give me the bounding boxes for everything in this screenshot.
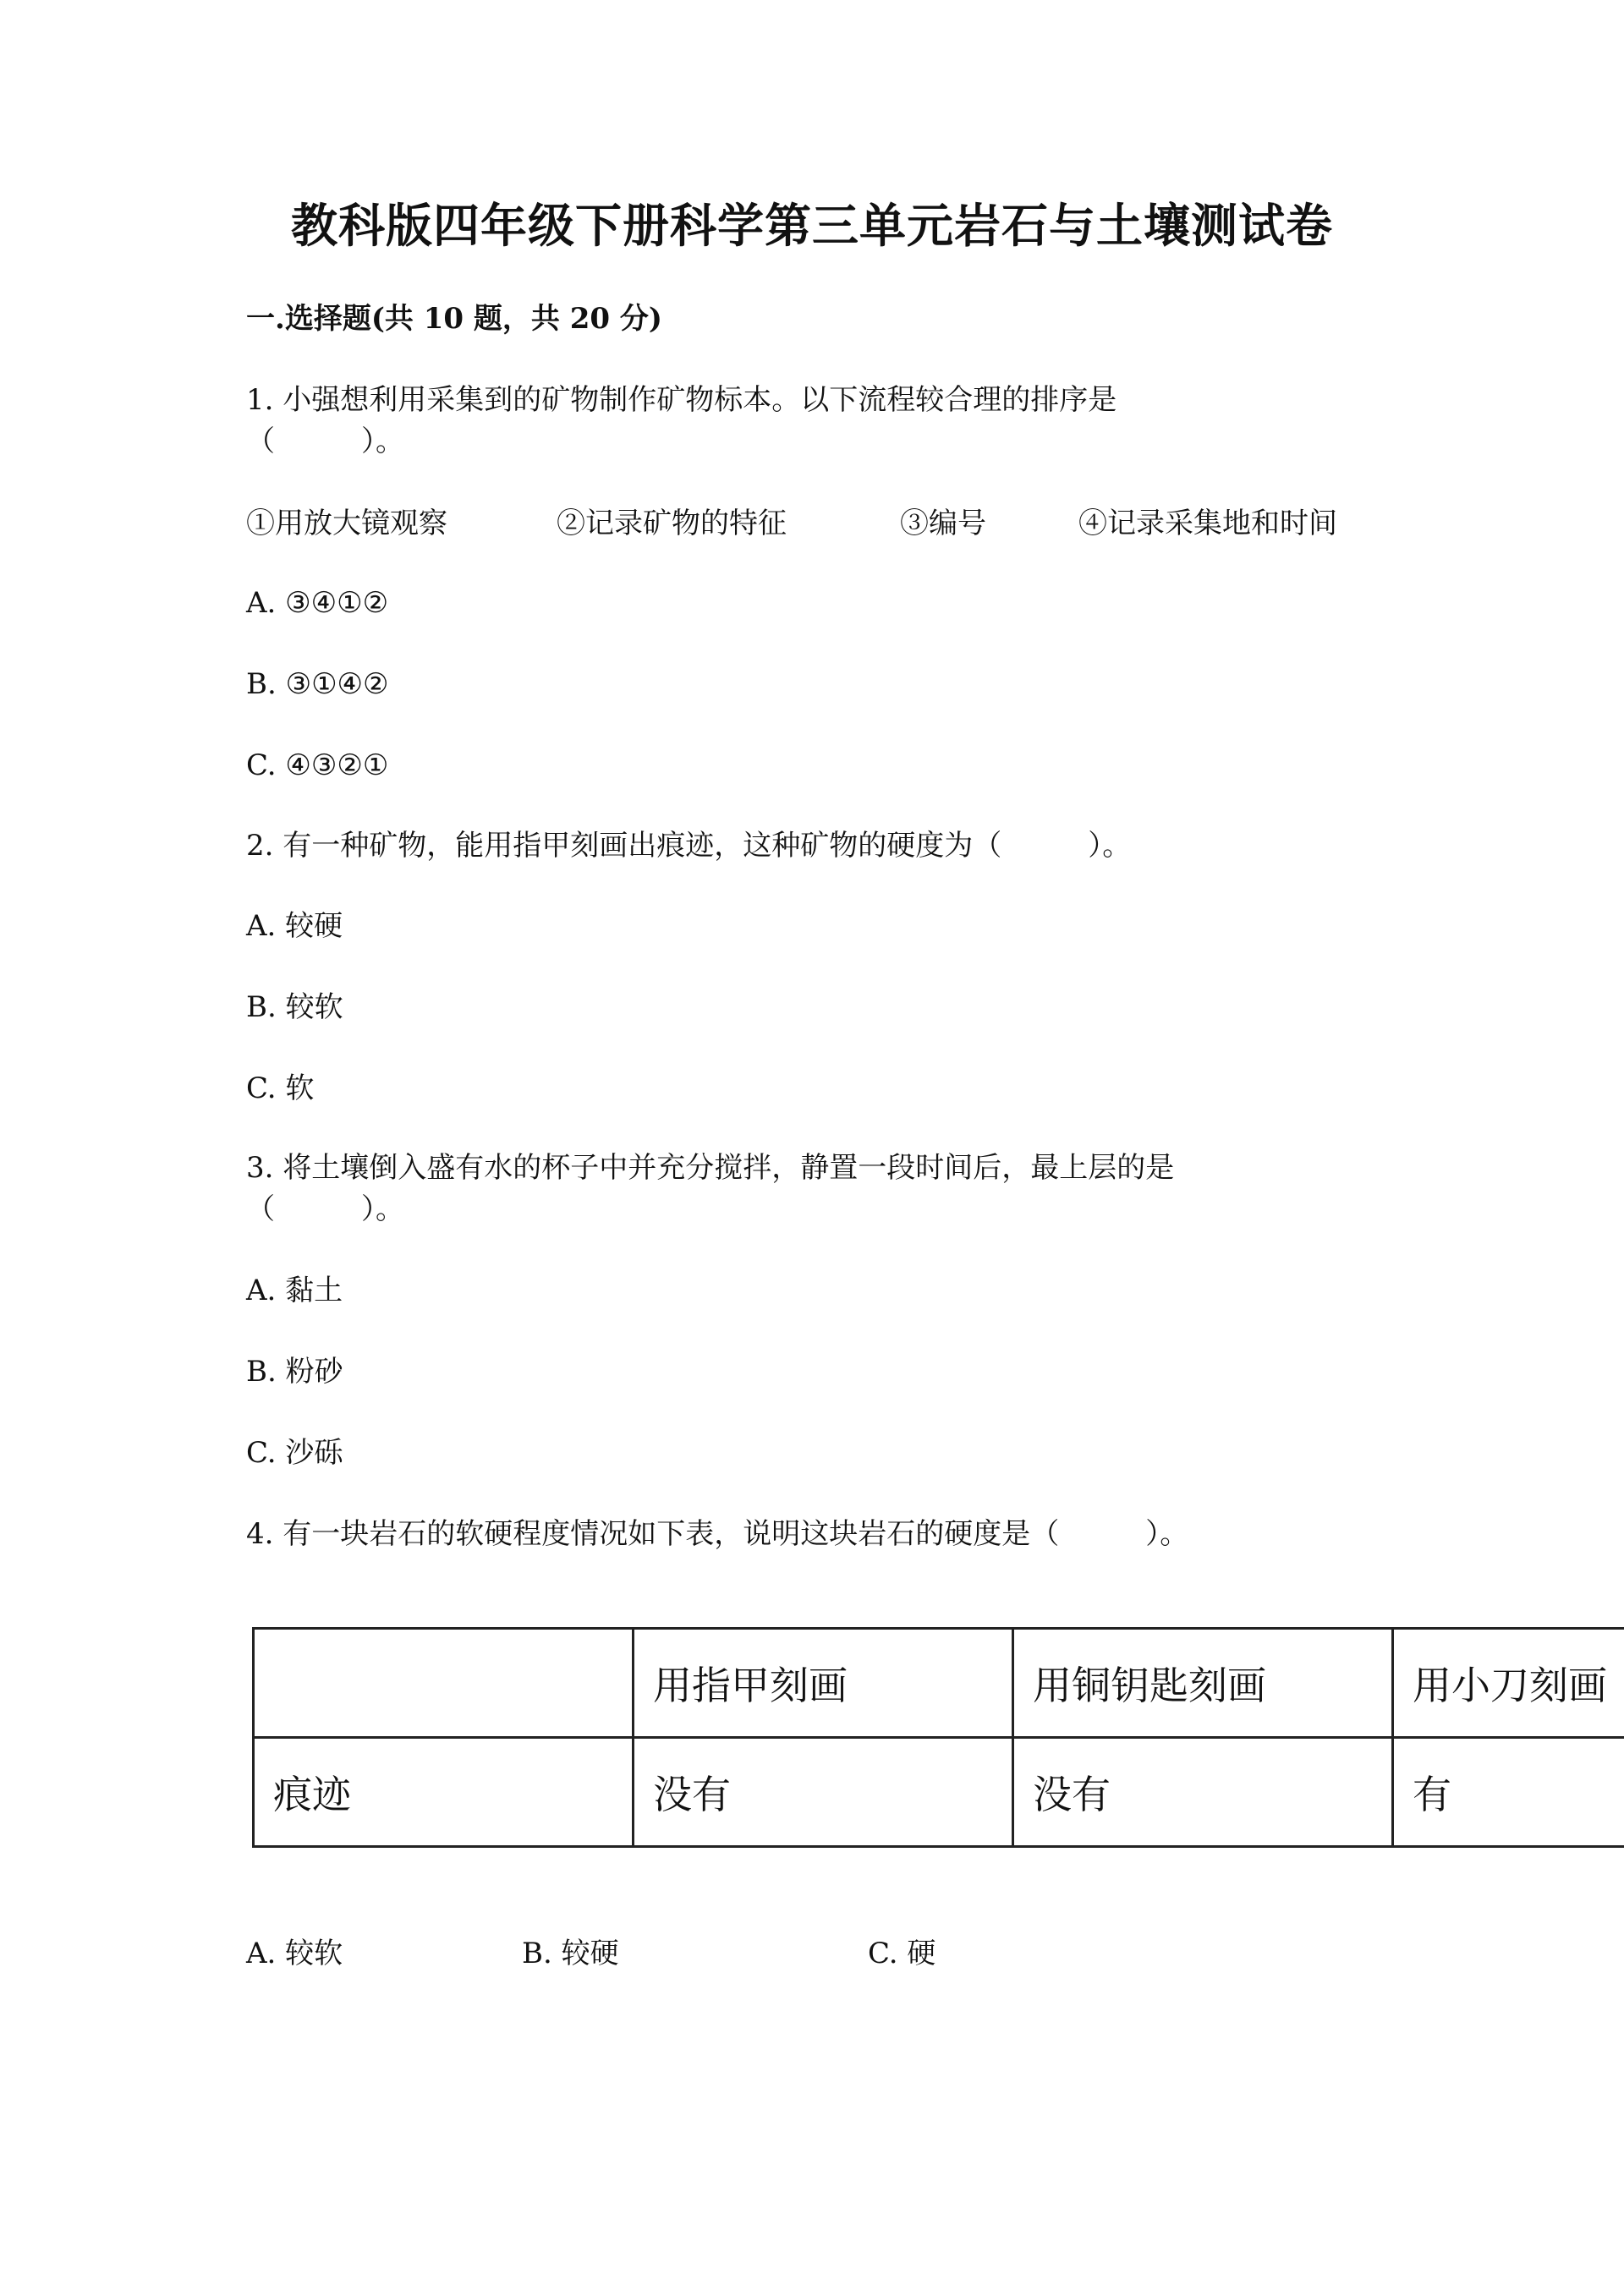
question-2-stem: 2. 有一种矿物，能用指甲刻画出痕迹，这种矿物的硬度为（ ）。 [246, 829, 1132, 863]
table-cell: 没有 [1013, 1738, 1393, 1847]
hardness-table [252, 1627, 1624, 1848]
step-3: ③编号 [900, 507, 986, 540]
table-cell: 没有 [634, 1738, 1013, 1847]
table-cell: 用铜钥匙刻画 [1013, 1629, 1393, 1738]
question-3-stem: 3. 将土壤倒入盛有水的杯子中并充分搅拌，静置一段时间后，最上层的是 [246, 1151, 1175, 1185]
question-3-option-a: A. 黏土 [246, 1274, 343, 1307]
question-4-option-c: C. 硬 [868, 1937, 936, 1970]
step-4: ④记录采集地和时间 [1078, 507, 1337, 540]
question-1-option-c: C. ④③②① [246, 748, 389, 782]
table-cell: 用小刀刻画 [1393, 1629, 1624, 1738]
table-row [254, 1738, 1624, 1847]
table-cell: 用指甲刻画 [634, 1629, 1013, 1738]
question-4-options [246, 1932, 1261, 1975]
question-2-option-c: C. 软 [246, 1071, 315, 1105]
question-4-stem: 4. 有一块岩石的软硬程度情况如下表，说明这块岩石的硬度是（ ）。 [246, 1517, 1189, 1551]
table-cell: 痕迹 [254, 1738, 634, 1847]
question-1-blank: （ ）。 [246, 425, 404, 458]
table-cell: 有 [1393, 1738, 1624, 1847]
table-cell [254, 1629, 634, 1738]
question-1-stem: 1. 小强想利用采集到的矿物制作矿物标本。以下流程较合理的排序是 [246, 383, 1117, 417]
question-3-option-b: B. 粉砂 [246, 1355, 343, 1389]
section-heading: 一.选择题(共 10 题，共 20 分) [246, 302, 662, 336]
question-3-blank: （ ）。 [246, 1192, 404, 1226]
question-1-option-a: A. ③④①② [246, 586, 389, 620]
question-2-option-b: B. 较软 [246, 990, 343, 1024]
step-2: ②记录矿物的特征 [557, 507, 787, 540]
question-2-option-a: A. 较硬 [246, 909, 343, 943]
question-3-option-c: C. 沙砾 [246, 1436, 343, 1470]
table-header-row [254, 1629, 1624, 1738]
question-4-option-b: B. 较硬 [522, 1937, 619, 1970]
question-4-option-a: A. 较软 [246, 1937, 343, 1970]
question-1-option-b: B. ③①④② [246, 667, 389, 701]
step-1: ①用放大镜观察 [246, 507, 447, 540]
page-title: 教科版四年级下册科学第三单元岩石与土壤测试卷 [290, 198, 1333, 253]
